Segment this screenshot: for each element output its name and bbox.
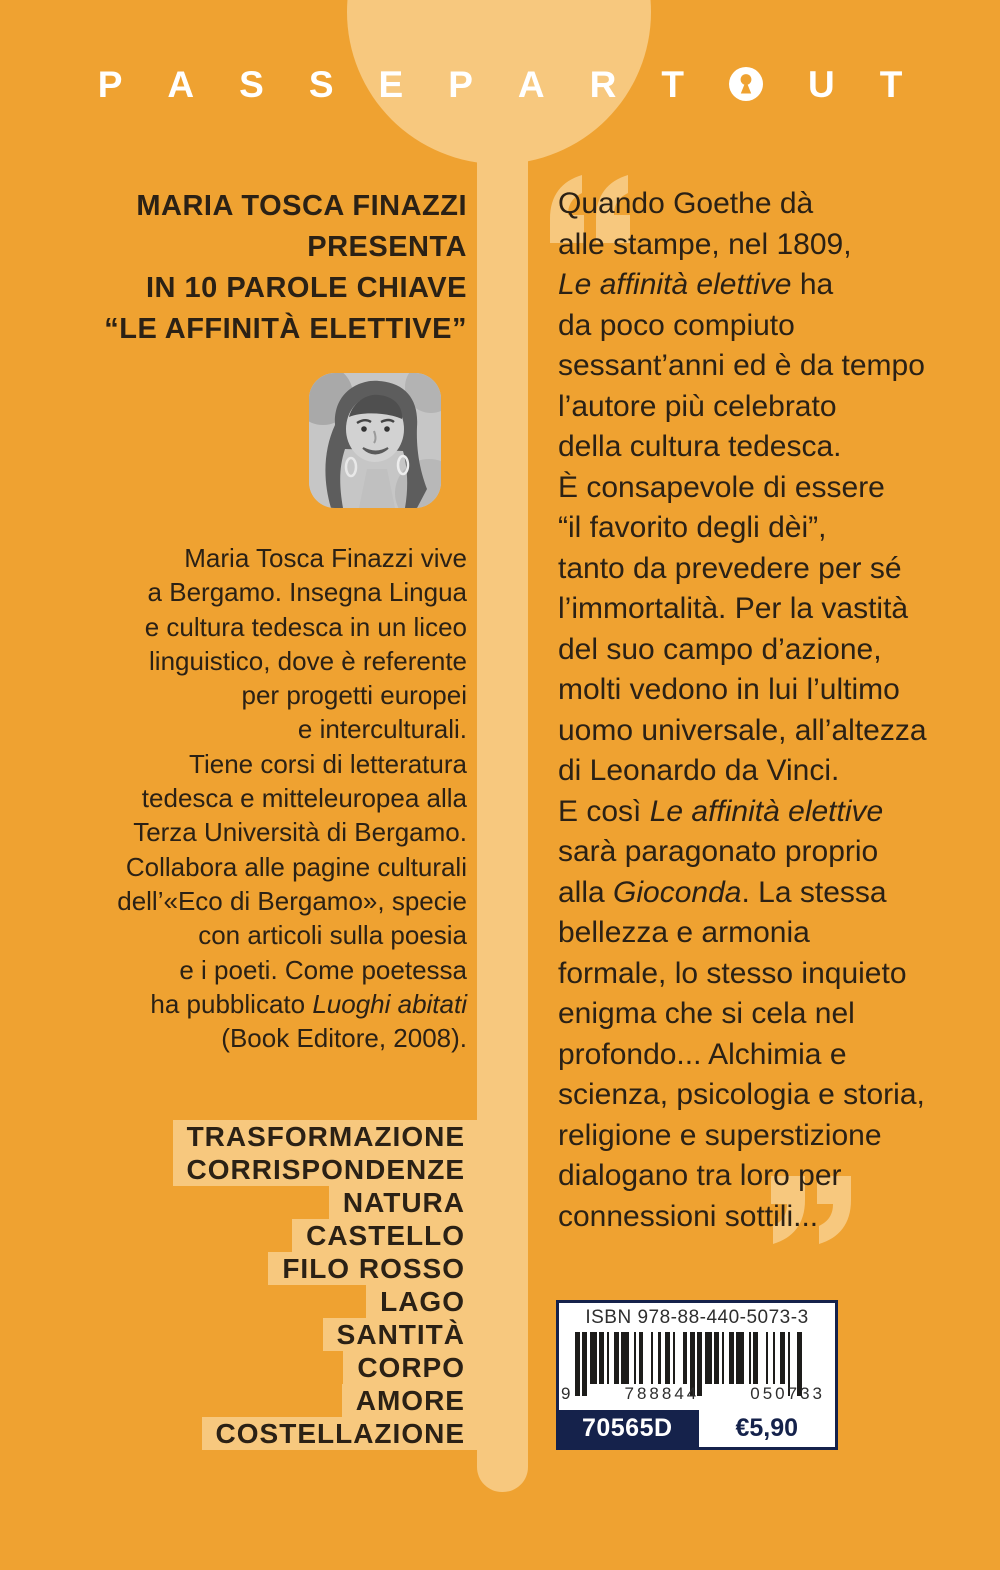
bio-line [17,884,467,918]
bar-gap [758,1332,765,1384]
brand-letter: R [589,63,617,105]
text-segment: con articoli sulla poesia [198,920,467,951]
bar [621,1332,628,1384]
quote-line [558,346,988,387]
text-segment: dell’«Eco di Bergamo», specie [117,885,467,916]
heading-line: “LE AFFINITÀ ELETTIVE” [104,313,467,345]
text-segment: uomo universale, all’altezza [558,713,927,747]
quote-line [558,1116,988,1157]
bar-gap [802,1332,804,1384]
keyword-item: AMORE [342,1384,479,1417]
text-segment: enigma che si cela nel [558,997,855,1030]
text-segment: Collabora alle pagine culturali [125,851,467,882]
italic-title-text: Luoghi abitati [312,988,467,1019]
digit-group: 788844 [624,1384,700,1403]
bar-gap [675,1332,682,1384]
text-segment: alle stampe, nel 1809, [558,227,852,261]
brand-letter: E [378,63,404,105]
text-segment: formale, lo stesso inquieto [558,956,907,990]
quote-line [558,670,988,711]
brand-letter: S [308,63,334,105]
text-segment: bellezza e armonia [558,916,810,949]
text-segment: connessioni sottili... [558,1199,819,1233]
quote-line [558,873,988,914]
quote-line [558,387,988,428]
bio-line [17,815,467,849]
bar [590,1332,597,1384]
bar-gap [790,1332,797,1384]
bio-line [17,953,467,987]
bio-line [17,747,467,781]
quote-line [558,508,988,549]
quote-line [558,1197,988,1238]
digit-group: 050733 [750,1384,825,1403]
bio-line [17,712,467,746]
text-segment: (Book Editore, 2008). [221,1023,467,1054]
key-shaft-shape [477,150,528,1492]
quote-line [558,427,988,468]
text-segment: e cultura tedesca in un liceo [144,611,467,642]
keyword-item: TRASFORMAZIONE [173,1120,479,1153]
brand-letter: U [807,63,835,105]
keyword-item: COSTELLAZIONE [202,1417,479,1450]
text-segment: scienza, psicologia e storia, [558,1078,925,1111]
quote-line [558,468,988,509]
brand-letter: T [661,63,684,105]
text-segment: da poco compiuto [558,308,795,342]
text-segment: e interculturali. [297,714,467,745]
quote-line [558,549,988,590]
text-segment: l’autore più celebrato [558,389,837,423]
text-segment: di Leonardo da Vinci. [558,754,840,787]
author-bio [17,541,467,1055]
series-title [0,62,1000,106]
author-presents-heading [27,186,467,350]
quote-line [558,792,988,833]
bio-line [17,644,467,678]
text-segment: profondo... Alchimia e [558,1037,847,1071]
keyword-item: CORRISPONDENZE [173,1153,479,1186]
text-segment: sarà paragonato proprio [558,835,879,868]
heading-line: MARIA TOSCA FINAZZI [136,190,467,222]
brand-letter: A [167,63,195,105]
text-segment: Quando Goethe dà [558,187,814,220]
keyhole-o-icon [729,67,763,101]
quote-line [558,994,988,1035]
back-cover-quote [558,184,988,1237]
barcode-digits [559,1384,835,1404]
text-segment: molti vedono in lui l’ultimo [558,673,900,706]
barcode-block [556,1300,838,1450]
bio-line [17,678,467,712]
keyword-item: LAGO [366,1285,479,1318]
keyword-item: FILO ROSSO [268,1252,479,1285]
quote-line [558,711,988,752]
code-price-row [559,1410,835,1447]
keyword-list [173,1120,479,1450]
bio-line [17,918,467,952]
bio-line [17,850,467,884]
keyword-item: CASTELLO [292,1219,479,1252]
brand-letter: A [517,63,545,105]
text-segment: tedesca e mitteleuropea alla [141,783,467,814]
text-segment: dialogano tra loro per [558,1159,842,1192]
quote-line [558,1156,988,1197]
quote-line [558,913,988,954]
text-segment: alla [558,875,614,909]
quote-line [558,225,988,266]
text-segment: sessant’anni ed è da tempo [558,349,925,382]
text-segment: linguistico, dove è referente [149,645,467,676]
text-segment: a Bergamo. Insegna Lingua [147,577,467,608]
digit-group: 9 [561,1384,574,1403]
text-segment: della cultura tedesca. [558,430,842,463]
quote-line [558,751,988,792]
price-badge: €5,90 [696,1410,836,1447]
product-code: 70565D [559,1410,696,1447]
text-segment: del suo campo d’azione, [558,632,882,666]
author-portrait-illustration [309,373,441,508]
keyword-item: CORPO [343,1351,479,1384]
text-segment: Terza Università di Bergamo. [133,817,467,848]
keyword-item: SANTITÀ [323,1318,479,1351]
text-segment: ha pubblicato [150,988,313,1019]
quote-line [558,589,988,630]
bar-gap [643,1332,650,1384]
bio-line [17,575,467,609]
bar [705,1332,712,1384]
bio-line [17,610,467,644]
text-segment: e i poeti. Come poetessa [179,954,467,985]
keyword-item: NATURA [329,1186,479,1219]
italic-title-text: Le affinità elettive [649,794,884,828]
bio-line [17,1021,467,1055]
bar [736,1332,743,1384]
quote-line [558,954,988,995]
italic-title-text: Le affinità elettive [558,268,792,301]
text-segment: Tiene corsi di letteratura [189,748,467,779]
brand-letter: T [879,63,903,105]
text-segment: E così [558,794,650,828]
quote-line [558,306,988,347]
text-segment: “il favorito degli dèi”, [558,511,827,544]
text-segment: È consapevole di essere [558,470,885,504]
text-segment: per progetti europei [241,680,467,711]
brand-letter: S [239,63,264,105]
bio-line [17,781,467,815]
isbn-label: ISBN 978-88-440-5073-3 [585,1307,809,1328]
text-segment: ha [791,268,834,301]
brand-letter: P [97,63,123,105]
text-segment: religione e superstizione [558,1118,882,1152]
quote-line [558,832,988,873]
heading-line: PRESENTA [307,231,467,263]
bio-line [17,987,467,1021]
bio-line [17,541,467,575]
text-segment: Maria Tosca Finazzi vive [184,543,467,573]
text-segment: tanto da prevedere per sé [558,551,902,585]
heading-line: IN 10 PAROLE CHIAVE [145,272,467,304]
text-segment: l’immortalità. Per la vastità [558,592,909,625]
text-segment: . La stessa [741,875,887,909]
author-photo [309,373,441,508]
brand-letter: P [448,63,473,105]
italic-title-text: Gioconda [613,875,742,909]
quote-line [558,1035,988,1076]
quote-line [558,630,988,671]
quote-line [558,1075,988,1116]
quote-line [558,184,988,225]
quote-line [558,265,988,306]
